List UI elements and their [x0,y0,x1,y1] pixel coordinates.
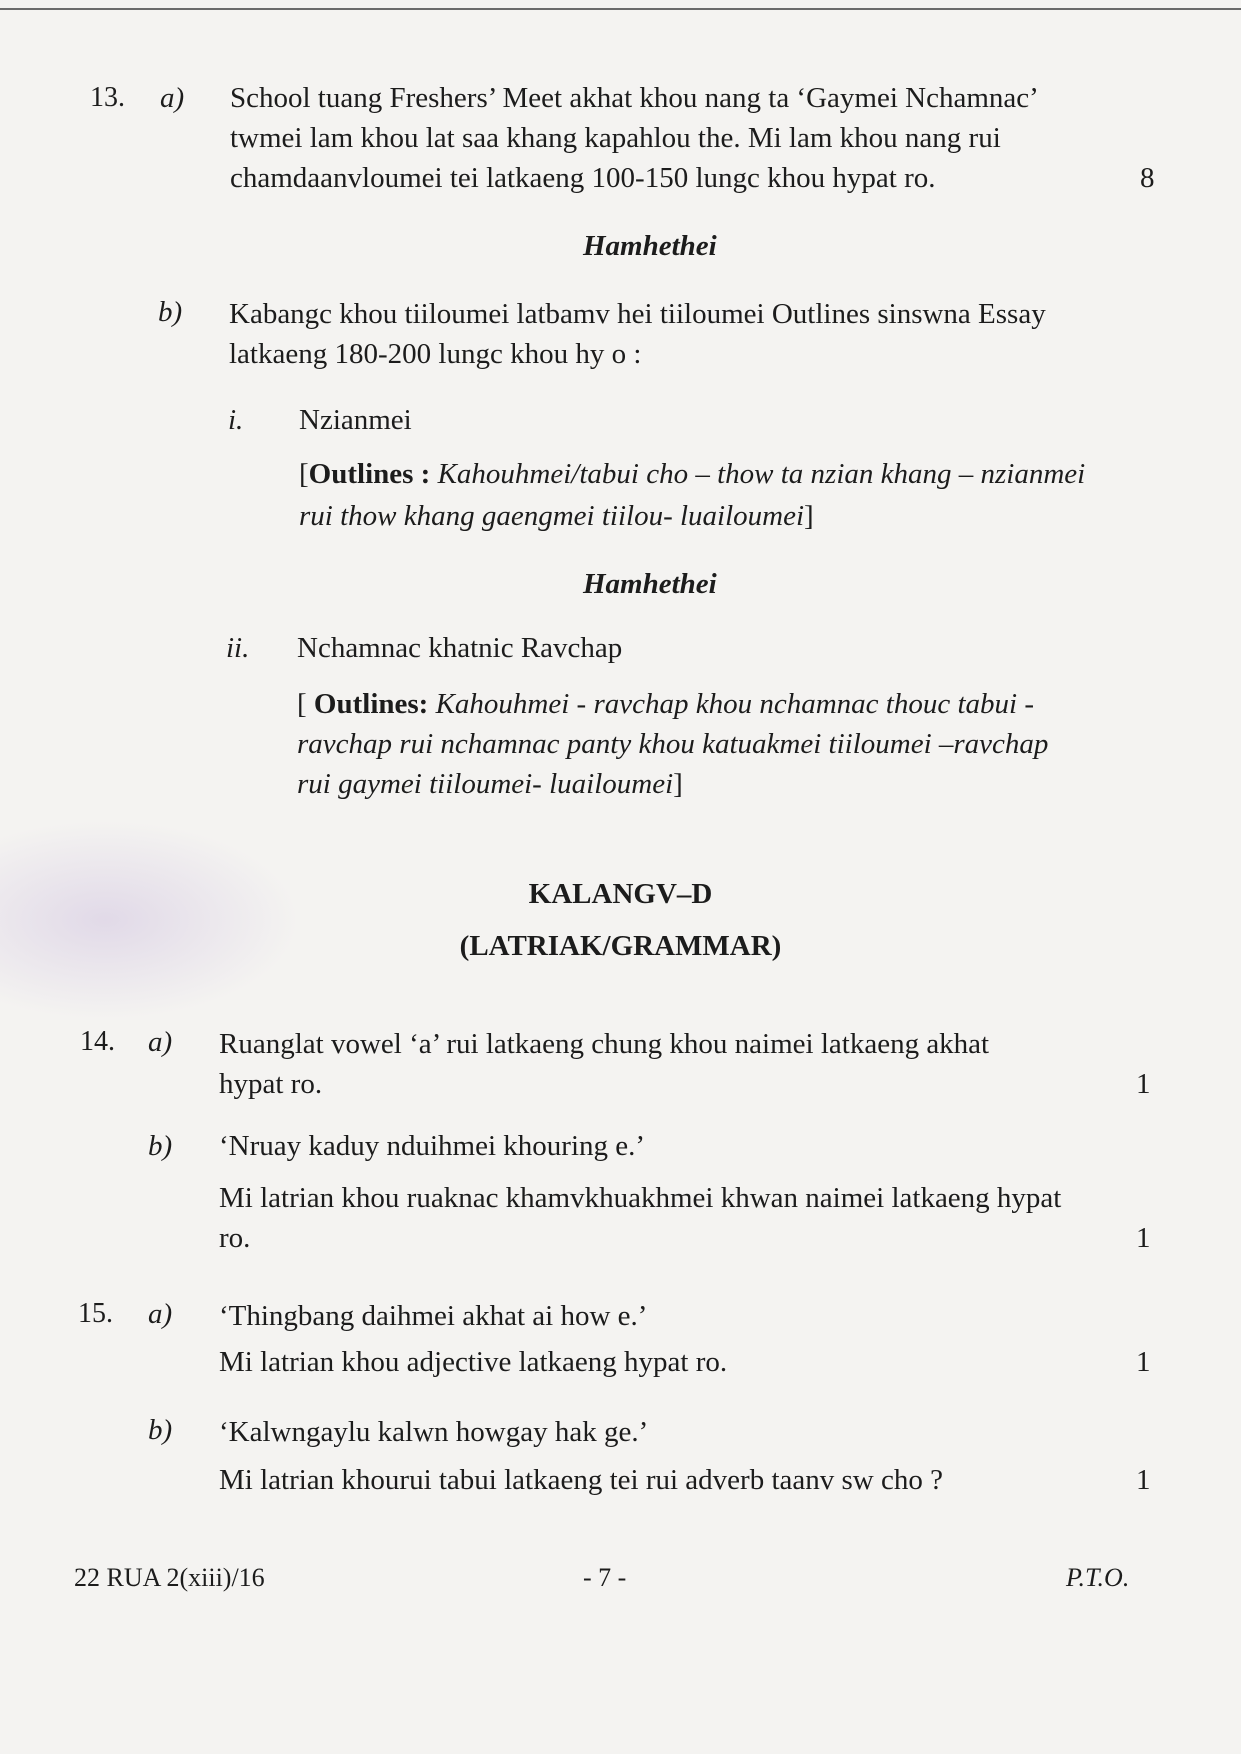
separator-hamhethei-2: Hamhethei [583,568,717,600]
q15a-label: a) [148,1298,173,1330]
q13b-ii-label: ii. [226,632,250,664]
q14a-marks: 1 [1136,1068,1151,1100]
footer-pto: P.T.O. [1066,1563,1130,1592]
outlines-text: rui gaymei tiiloumei- luailoumei [297,768,674,800]
q15-number: 15. [78,1298,113,1329]
q13a-marks: 8 [1140,162,1155,194]
q15b-line1: Mi latrian khourui tabui latkaeng tei rui adverb taanv sw cho ? [219,1464,943,1496]
q14b-quote: ‘Nruay kaduy nduihmei khouring e.’ [219,1130,646,1162]
q13a-line3: chamdaanvloumei tei latkaeng 100-150 lungc khou hypat ro. [230,162,936,194]
q15a-quote: ‘Thingbang daihmei akhat ai how e.’ [219,1300,648,1332]
q14a-line2: hypat ro. [219,1068,323,1100]
q14-number: 14. [80,1026,115,1057]
q13b-i-outlines-line2: rui thow khang gaengmei tiilou- luailoumei] [299,500,814,532]
q13b-ii-outlines-line3: rui gaymei tiiloumei- luailoumei] [297,768,683,800]
q13b-label: b) [158,296,183,328]
q13b-line1: Kabangc khou tiiloumei latbamv hei tiiloumei Outlines sinswna Essay [229,298,1046,330]
q15b-quote: ‘Kalwngaylu kalwn howgay hak ge.’ [219,1416,649,1448]
q15a-marks: 1 [1136,1346,1151,1378]
q13a-line1: School tuang Freshers’ Meet akhat khou nang ta ‘Gaymei Nchamnac’ [230,82,1039,114]
q15b-marks: 1 [1136,1464,1151,1496]
q13b-i-title: Nzianmei [299,404,412,436]
q14b-marks: 1 [1136,1222,1151,1254]
q14a-line1: Ruanglat vowel ‘a’ rui latkaeng chung khou naimei latkaeng akhat [219,1028,990,1060]
footer-page-number: - 7 - [583,1563,627,1592]
q14a-label: a) [148,1026,173,1058]
q13a-line2: twmei lam khou lat saa khang kapahlou the. Mi lam khou nang rui [230,122,1001,154]
q14b-line2: ro. [219,1222,251,1254]
scan-smudge [0,820,300,1020]
footer-code: 22 RUA 2(xiii)/16 [74,1563,265,1592]
q13-number: 13. [90,82,125,113]
outlines-label: Outlines : [308,458,431,490]
q14b-label: b) [148,1130,173,1162]
section-subtitle: (LATRIAK/GRAMMAR) [459,930,782,962]
outlines-text: Kahouhmei - ravchap khou nchamnac thouc tabui - [435,688,1034,720]
q13b-ii-title: Nchamnac khatnic Ravchap [297,632,623,664]
q14b-line1: Mi latrian khou ruaknac khamvkhuakhmei khwan naimei latkaeng hypat [219,1182,1062,1214]
q13b-ii-outlines-line2: ravchap rui nchamnac panty khou katuakmei tiiloumei –ravchap [297,728,1049,760]
outlines-label: Outlines: [313,688,429,720]
q13b-i-label: i. [228,404,244,436]
q13b-i-outlines-line1: [Outlines : Kahouhmei/tabui cho – thow ta nzian khang – nzianmei [299,458,1086,490]
separator-hamhethei-1: Hamhethei [583,230,717,262]
top-rule [0,8,1241,10]
q15a-line1: Mi latrian khou adjective latkaeng hypat ro. [219,1346,728,1378]
q13a-label: a) [160,82,185,114]
q13b-line2: latkaeng 180-200 lungc khou hy o : [229,338,642,370]
outlines-text: rui thow khang gaengmei tiilou- luailoumei [299,500,805,532]
section-title: KALANGV–D [528,878,713,910]
q15b-label: b) [148,1414,173,1446]
q13b-ii-outlines-line1: [ Outlines: Kahouhmei - ravchap khou nchamnac thouc tabui - [297,688,1034,720]
outlines-text: Kahouhmei/tabui cho – thow ta nzian khang – nzianmei [437,458,1086,490]
